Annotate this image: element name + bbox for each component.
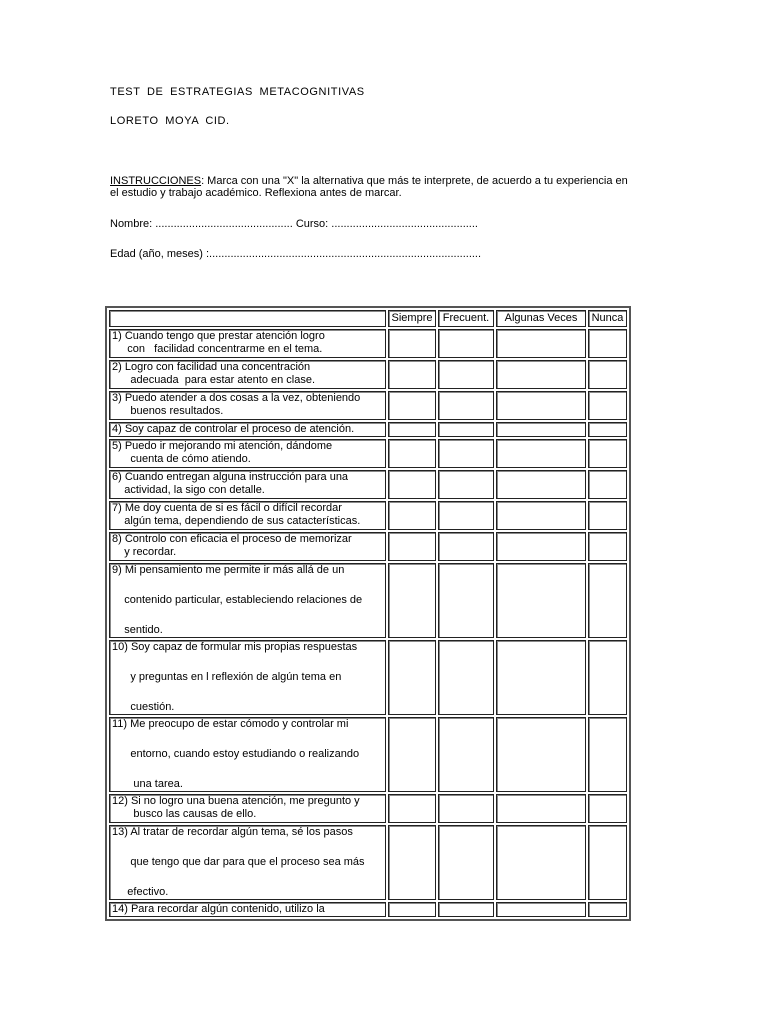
question-line: 1) Cuando tengo que prestar atención logro [112, 330, 325, 342]
header-nunca: Nunca [588, 310, 627, 327]
table-row [109, 439, 627, 468]
answer-cell-algunas-veces[interactable] [496, 902, 586, 917]
document-author: LORETO MOYA CID. [110, 115, 230, 127]
table-row [109, 794, 627, 823]
answer-cell-algunas-veces[interactable] [496, 825, 586, 900]
question-line: 5) Puedo ir mejorando mi atención, dándome [112, 440, 333, 452]
answer-cell-siempre[interactable] [388, 360, 436, 389]
question-line: 10) Soy capaz de formular mis propias respuestas [112, 641, 358, 653]
answer-cell-frecuent[interactable] [438, 470, 494, 499]
question-cell [109, 902, 386, 917]
table-row [109, 360, 627, 389]
answer-cell-algunas-veces[interactable] [496, 640, 586, 715]
question-line: 4) Soy capaz de controlar el proceso de atención. [112, 423, 355, 435]
answer-cell-algunas-veces[interactable] [496, 329, 586, 358]
question-line: efectivo. [112, 886, 169, 898]
question-line: 11) Me preocupo de estar cómodo y controlar mi [112, 718, 349, 730]
question-cell [109, 532, 386, 561]
question-line [112, 609, 383, 622]
table-row [109, 532, 627, 561]
table-row [109, 563, 627, 638]
answer-cell-siempre[interactable] [388, 439, 436, 468]
question-line: cuenta de cómo atiendo. [112, 453, 251, 465]
question-line: contenido particular, estableciendo relaciones de [112, 594, 363, 606]
table-body [109, 329, 627, 917]
answer-cell-nunca[interactable] [588, 717, 627, 792]
table-row [109, 391, 627, 420]
question-line: busco las causas de ello. [112, 808, 257, 820]
answer-cell-siempre[interactable] [388, 532, 436, 561]
question-cell [109, 391, 386, 420]
answer-cell-nunca[interactable] [588, 563, 627, 638]
answer-cell-siempre[interactable] [388, 422, 436, 437]
answer-cell-algunas-veces[interactable] [496, 422, 586, 437]
question-line: 14) Para recordar algún contenido, utilizo la [112, 903, 325, 915]
question-line: 12) Si no logro una buena atención, me pregunto y [112, 795, 360, 807]
question-line: sentido. [112, 624, 163, 636]
answer-cell-nunca[interactable] [588, 329, 627, 358]
answer-cell-nunca[interactable] [588, 360, 627, 389]
question-line: 3) Puedo atender a dos cosas a la vez, obteniendo [112, 392, 361, 404]
header-siempre: Siempre [388, 310, 436, 327]
answer-cell-frecuent[interactable] [438, 794, 494, 823]
instructions-line-2: el estudio y trabajo académico. Reflexiona antes de marcar. [110, 187, 402, 199]
answer-cell-frecuent[interactable] [438, 825, 494, 900]
answer-cell-nunca[interactable] [588, 902, 627, 917]
question-line: 8) Controlo con eficacia el proceso de memorizar [112, 533, 352, 545]
answer-cell-siempre[interactable] [388, 501, 436, 530]
answer-cell-nunca[interactable] [588, 439, 627, 468]
instructions-label: INSTRUCCIONES [110, 175, 202, 187]
edad-line: Edad (año, meses) :......................................................................................... [110, 248, 482, 260]
answer-cell-algunas-veces[interactable] [496, 439, 586, 468]
answer-cell-siempre[interactable] [388, 902, 436, 917]
answer-cell-algunas-veces[interactable] [496, 563, 586, 638]
answer-cell-frecuent[interactable] [438, 439, 494, 468]
answer-cell-siempre[interactable] [388, 391, 436, 420]
answer-cell-frecuent[interactable] [438, 391, 494, 420]
answer-cell-nunca[interactable] [588, 501, 627, 530]
question-line: entorno, cuando estoy estudiando o realizando [112, 748, 360, 760]
answer-cell-siempre[interactable] [388, 563, 436, 638]
question-line [112, 871, 383, 884]
answer-cell-siempre[interactable] [388, 794, 436, 823]
header-algunas-veces: Algunas Veces [496, 310, 586, 327]
question-cell [109, 329, 386, 358]
question-line: adecuada para estar atento en clase. [112, 374, 316, 386]
table-row [109, 640, 627, 715]
answer-cell-algunas-veces[interactable] [496, 360, 586, 389]
question-cell [109, 640, 386, 715]
question-cell [109, 563, 386, 638]
answer-cell-frecuent[interactable] [438, 717, 494, 792]
question-line [112, 763, 383, 776]
answer-cell-frecuent[interactable] [438, 329, 494, 358]
question-line: y preguntas en l reflexión de algún tema en [112, 671, 342, 683]
question-line: 7) Me doy cuenta de si es fácil o difícil recordar [112, 502, 342, 514]
header-frecuent: Frecuent. [438, 310, 494, 327]
answer-cell-algunas-veces[interactable] [496, 391, 586, 420]
question-line [112, 686, 383, 699]
answer-cell-nunca[interactable] [588, 470, 627, 499]
table-row [109, 422, 627, 437]
answer-cell-algunas-veces[interactable] [496, 717, 586, 792]
question-line: 13) Al tratar de recordar algún tema, sé los pasos [112, 826, 353, 838]
answer-cell-algunas-veces[interactable] [496, 470, 586, 499]
instructions-text-1: : Marca con una "X" la alternativa que más te interprete, de acuerdo a tu experiencia en [201, 175, 628, 187]
question-cell [109, 422, 386, 437]
answer-cell-nunca[interactable] [588, 825, 627, 900]
answer-cell-frecuent[interactable] [438, 563, 494, 638]
question-line: que tengo que dar para que el proceso sea más [112, 856, 365, 868]
question-line: cuestión. [112, 701, 175, 713]
answer-cell-algunas-veces[interactable] [496, 501, 586, 530]
table-row [109, 825, 627, 900]
answer-cell-frecuent[interactable] [438, 532, 494, 561]
answer-cell-siempre[interactable] [388, 825, 436, 900]
question-cell [109, 439, 386, 468]
answer-cell-frecuent[interactable] [438, 422, 494, 437]
question-cell [109, 794, 386, 823]
question-line [112, 733, 383, 746]
answer-cell-nunca[interactable] [588, 532, 627, 561]
question-line: con facilidad concentrarme en el tema. [112, 343, 323, 355]
test-table [105, 306, 631, 921]
question-cell [109, 360, 386, 389]
question-line: 9) Mi pensamiento me permite ir más allá de un [112, 564, 345, 576]
answer-cell-frecuent[interactable] [438, 501, 494, 530]
table-row [109, 470, 627, 499]
question-line [112, 656, 383, 669]
answer-cell-siempre[interactable] [388, 470, 436, 499]
question-cell [109, 501, 386, 530]
answer-cell-frecuent[interactable] [438, 902, 494, 917]
table-row [109, 717, 627, 792]
question-line: 2) Logro con facilidad una concentración [112, 361, 311, 373]
answer-cell-nunca[interactable] [588, 391, 627, 420]
table-row [109, 501, 627, 530]
answer-cell-siempre[interactable] [388, 329, 436, 358]
header-blank [109, 310, 386, 327]
answer-cell-nunca[interactable] [588, 794, 627, 823]
question-line [112, 841, 383, 854]
question-line: una tarea. [112, 778, 183, 790]
answer-cell-frecuent[interactable] [438, 640, 494, 715]
question-cell [109, 825, 386, 900]
answer-cell-siempre[interactable] [388, 640, 436, 715]
answer-cell-nunca[interactable] [588, 422, 627, 437]
answer-cell-algunas-veces[interactable] [496, 532, 586, 561]
question-cell [109, 470, 386, 499]
answer-cell-siempre[interactable] [388, 717, 436, 792]
answer-cell-algunas-veces[interactable] [496, 794, 586, 823]
answer-cell-nunca[interactable] [588, 640, 627, 715]
document-title: TEST DE ESTRATEGIAS METACOGNITIVAS [110, 86, 365, 98]
question-line: actividad, la sigo con detalle. [112, 484, 265, 496]
table-row [109, 902, 627, 917]
question-line [112, 579, 383, 592]
question-line: buenos resultados. [112, 405, 224, 417]
nombre-curso-line: Nombre: ............................................. Curso: ................................................ [110, 218, 478, 230]
question-line: algún tema, dependiendo de sus catacterísticas. [112, 515, 361, 527]
table-row [109, 329, 627, 358]
table-header-row [109, 310, 627, 327]
question-cell [109, 717, 386, 792]
question-line: y recordar. [112, 546, 177, 558]
question-line: 6) Cuando entregan alguna instrucción para una [112, 471, 349, 483]
answer-cell-frecuent[interactable] [438, 360, 494, 389]
